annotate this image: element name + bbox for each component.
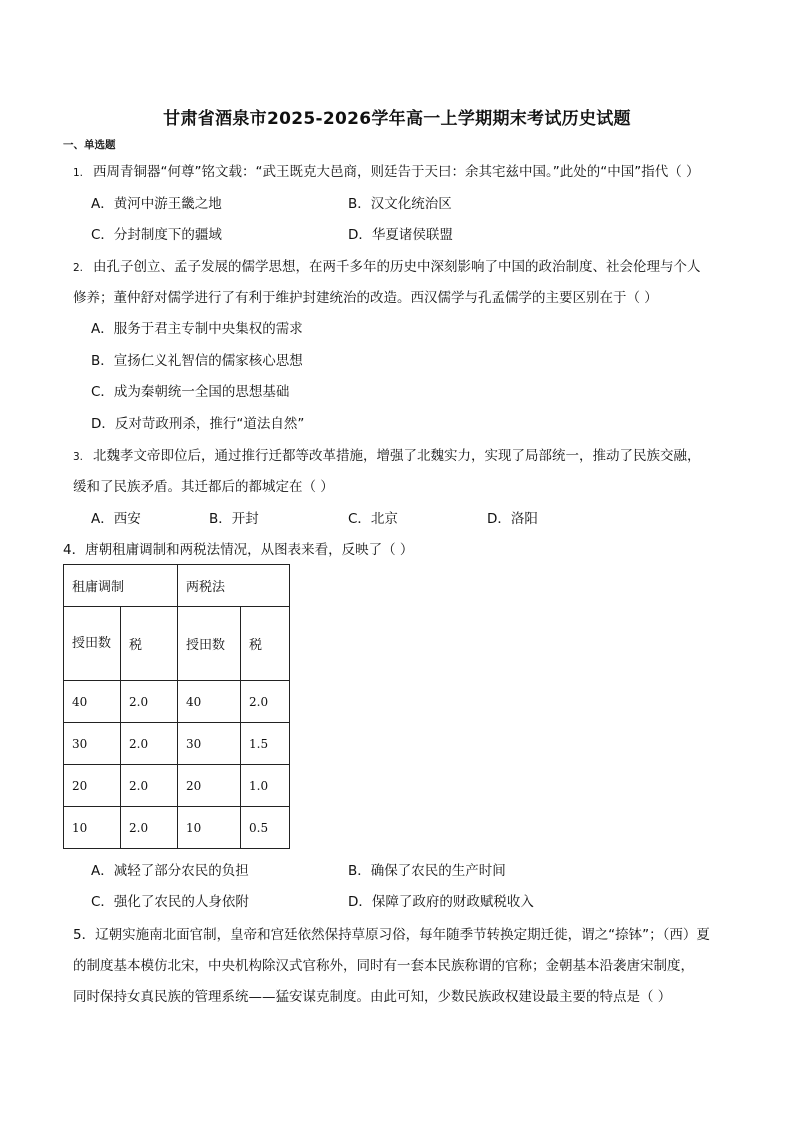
table-cell: 40 bbox=[64, 681, 121, 723]
table-group-header-liangshuifa: 两税法 bbox=[178, 565, 290, 607]
question-4-option-a: A．减轻了部分农民的负担 bbox=[91, 863, 249, 879]
table-cell: 2.0 bbox=[121, 681, 178, 723]
question-1-stem bbox=[73, 163, 700, 182]
table-cell: 2.0 bbox=[121, 765, 178, 807]
question-2-stem bbox=[73, 258, 701, 277]
table-group-header-row bbox=[64, 565, 290, 607]
document-title: 甘肃省酒泉市2025-2026学年高一上学期期末考试历史试题 bbox=[163, 109, 631, 129]
table-cell: 30 bbox=[178, 723, 241, 765]
question-2-option-a: A．服务于君主专制中央集权的需求 bbox=[91, 321, 303, 337]
question-1-option-b: B．汉文化统治区 bbox=[348, 196, 452, 212]
question-2-option-d: D．反对苛政刑杀，推行“道法自然” bbox=[91, 416, 305, 432]
table-cell: 2.0 bbox=[121, 723, 178, 765]
table-cell: 30 bbox=[64, 723, 121, 765]
question-2-text-line2: 修养；董仲舒对儒学进行了有利于维护封建统治的改造。西汉儒学与孔孟儒学的主要区别在于（ ） bbox=[73, 290, 658, 306]
question-1-option-d: D．华夏诸侯联盟 bbox=[348, 227, 453, 243]
question-1-text: 西周青铜器“何尊”铭文载：“武王既克大邑商，则廷告于天曰：余其宅兹中国。”此处的“中国”指代（ ） bbox=[93, 164, 700, 180]
question-3-option-b: B．开封 bbox=[209, 511, 259, 527]
table-row bbox=[64, 765, 290, 807]
question-2-option-c: C．成为秦朝统一全国的思想基础 bbox=[91, 384, 290, 400]
table-cell: 0.5 bbox=[241, 807, 290, 849]
table-group-header-zuyongdiao: 租庸调制 bbox=[64, 565, 178, 607]
table-row bbox=[64, 807, 290, 849]
question-3-text-line1: 北魏孝文帝即位后，通过推行迁都等改革措施，增强了北魏实力，实现了局部统一，推动了民族交融， bbox=[93, 448, 701, 464]
table-cell: 2.0 bbox=[241, 681, 290, 723]
question-4-option-c: C．强化了农民的人身依附 bbox=[91, 894, 249, 910]
question-3-number: 3. bbox=[73, 451, 84, 463]
table-row bbox=[64, 681, 290, 723]
question-3-text-line2: 缓和了民族矛盾。其迁都后的都城定在（ ） bbox=[73, 479, 334, 495]
question-2-option-b: B．宣扬仁义礼智信的儒家核心思想 bbox=[91, 353, 303, 369]
table-header-field-count-1: 授田数 bbox=[64, 607, 121, 681]
question-5-text-line2: 的制度基本模仿北宋，中央机构除汉式官称外，同时有一套本民族称谓的官称；金朝基本沿袭唐宋制度， bbox=[73, 958, 694, 974]
question-1-option-a: A．黄河中游王畿之地 bbox=[91, 196, 222, 212]
table-row bbox=[64, 723, 290, 765]
question-5-text-line1: 5．辽朝实施南北面官制，皇帝和宫廷依然保持草原习俗，每年随季节转换定期迁徙，谓之“捺钵”；（西）夏 bbox=[73, 927, 710, 943]
table-cell: 20 bbox=[178, 765, 241, 807]
question-2-number: 2. bbox=[73, 262, 84, 274]
question-2-text-line1: 由孔子创立、孟子发展的儒学思想，在两千多年的历史中深刻影响了中国的政治制度、社会伦理与个人 bbox=[93, 259, 701, 275]
question-5-text-line3: 同时保持女真民族的管理系统——猛安谋克制度。由此可知，少数民族政权建设最主要的特点是（ ） bbox=[73, 989, 672, 1005]
table-header-tax-2: 税 bbox=[241, 607, 290, 681]
question-4-stem: 4．唐朝租庸调制和两税法情况，从图表来看，反映了（ ） bbox=[63, 542, 414, 558]
table-cell: 2.0 bbox=[121, 807, 178, 849]
question-3-option-c: C．北京 bbox=[348, 511, 398, 527]
table-cell: 10 bbox=[64, 807, 121, 849]
table-cell: 20 bbox=[64, 765, 121, 807]
table-cell: 1.5 bbox=[241, 723, 290, 765]
question-3-option-a: A．西安 bbox=[91, 511, 141, 527]
question-4-option-b: B．确保了农民的生产时间 bbox=[348, 863, 506, 879]
table-cell: 10 bbox=[178, 807, 241, 849]
table-cell: 40 bbox=[178, 681, 241, 723]
table-header-field-count-2: 授田数 bbox=[178, 607, 241, 681]
table-column-header-row bbox=[64, 607, 290, 681]
question-1-number: 1. bbox=[73, 167, 84, 179]
question-1-option-c: C．分封制度下的疆域 bbox=[91, 227, 222, 243]
question-3-stem bbox=[73, 447, 701, 466]
table-header-tax-1: 税 bbox=[121, 607, 178, 681]
question-4-option-d: D．保障了政府的财政赋税收入 bbox=[348, 894, 534, 910]
question-3-option-d: D．洛阳 bbox=[487, 511, 538, 527]
tax-comparison-table bbox=[63, 564, 290, 849]
section-heading: 一、单选题 bbox=[63, 139, 116, 151]
table-cell: 1.0 bbox=[241, 765, 290, 807]
